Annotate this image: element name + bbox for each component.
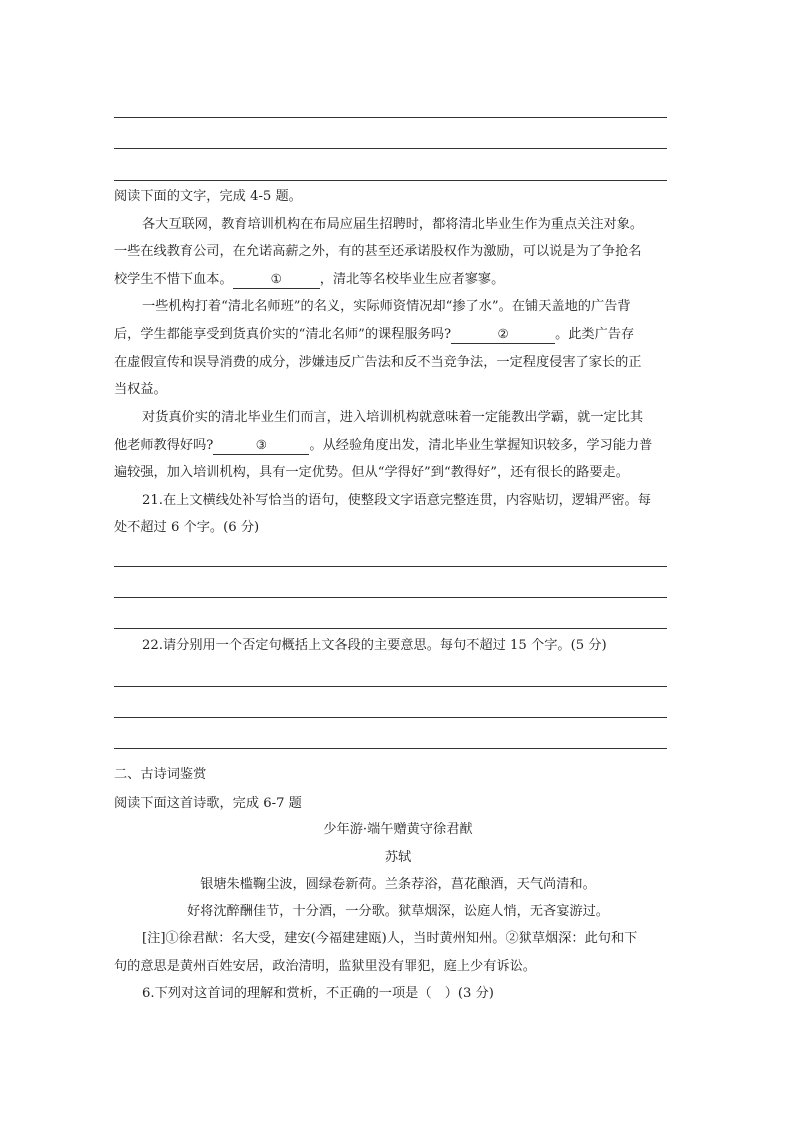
paragraph-text: 。此类广告存 [555, 327, 635, 342]
paragraph-2-line: 一些机构打着“清北名师班”的名义，实际师资情况却“掺了水”。在铺天盖地的广告背 [142, 299, 631, 314]
section-heading: 二、古诗词鉴赏 [114, 767, 207, 782]
paragraph-3-line [114, 436, 682, 456]
paragraph-text: 校学生不惜下血本。 [114, 272, 233, 287]
paragraph-2-line [114, 325, 682, 345]
question-21: 21.在上文横线处补写恰当的语句，使整段文字语意完整连贯，内容贴切，逻辑严密。每 [142, 493, 651, 508]
paragraph-3-line: 对货真价实的清北毕业生们而言，进入培训机构就意味着一定能教出学霸，就一定比其 [142, 410, 644, 425]
poem-note: 句的意思是黄州百姓安居，政治清明，监狱里没有罪犯，庭上少有诉讼。 [114, 959, 536, 974]
poem-line: 银塘朱槛鞠尘波，圆绿卷新荷。兰条荐浴，菖花酿酒，天气尚清和。 [200, 877, 596, 892]
paragraph-text: 后，学生都能享受到货真价实的“清北名师”的课程服务吗? [114, 327, 452, 342]
paragraph-text: 。从经验角度出发，清北毕业生掌握知识较多，学习能力普 [309, 438, 653, 453]
question-21: 处不超过 6 个字。(6 分) [114, 520, 260, 535]
blank-2[interactable] [451, 326, 555, 344]
answer-line [114, 148, 667, 149]
paragraph-1-line [114, 270, 682, 290]
answer-line[interactable] [114, 686, 667, 687]
poem-title: 少年游·端午赠黄守徐君猷 [323, 822, 473, 837]
answer-line[interactable] [114, 628, 667, 629]
blank-1[interactable] [233, 271, 320, 289]
question-6: 6.下列对这首词的理解和赏析，不正确的一项是（ ）(3 分) [142, 986, 494, 1001]
blank-2-label: ② [497, 326, 509, 341]
blank-3-label: ③ [255, 437, 267, 452]
poem-author: 苏轼 [384, 850, 412, 865]
paragraph-text: 他老师教得好吗? [114, 438, 214, 453]
answer-line [114, 117, 667, 118]
paragraph-text: ，清北等名校毕业生应者寥寥。 [319, 272, 505, 287]
paragraph-1-line: 一些在线教育公司，在允诺高薪之外，有的甚至还承诺股权作为激励，可以说是为了争抢名 [114, 244, 642, 259]
answer-line[interactable] [114, 566, 667, 567]
paragraph-1-line: 各大互联网，教育培训机构在布局应届生招聘时，都将清北毕业生作为重点关注对象。 [142, 217, 644, 232]
blank-1-label: ① [270, 271, 282, 286]
poem-line: 好将沈醉酬佳节，十分酒，一分歌。狱草烟深，讼庭人悄，无吝宴游过。 [187, 904, 609, 919]
poem-intro: 阅读下面这首诗歌，完成 6-7 题 [114, 796, 302, 811]
answer-line[interactable] [114, 717, 667, 718]
paragraph-2-line: 在虚假宣传和误导消费的成分，涉嫌违反广告法和反不当竞争法，一定程度侵害了家长的正 [114, 355, 642, 370]
paragraph-3-line: 遍较强，加入培训机构，具有一定优势。但从“学得好”到“教得好”，还有很长的路要走。 [114, 465, 629, 480]
paragraph-2-line: 当权益。 [114, 382, 167, 397]
reading-intro: 阅读下面的文字，完成 4-5 题。 [114, 189, 302, 204]
answer-line [114, 180, 667, 181]
question-22: 22.请分别用一个否定句概括上文各段的主要意思。每句不超过 15 个字。(5 分) [142, 638, 607, 653]
answer-line[interactable] [114, 597, 667, 598]
blank-3[interactable] [213, 437, 309, 455]
answer-line[interactable] [114, 748, 667, 749]
poem-note: [注]①徐君猷：名大受，建安(今福建建瓯)人，当时黄州知州。②狱草烟深：此句和下 [142, 931, 638, 946]
